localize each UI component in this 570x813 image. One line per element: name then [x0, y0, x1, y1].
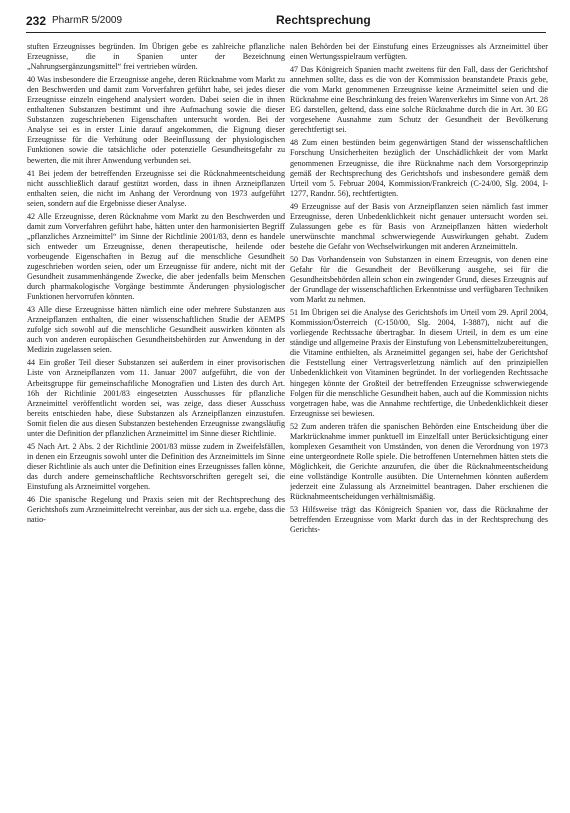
page-header	[26, 12, 546, 32]
paragraph: 50 Das Vorhandensein von Substanzen in einem Erzeugnis, von denen eine Gefahr für die Gesundheit der Bevölkerung ausgehe, sei für die Gesundheitsbehörden allein schon ein zwingender Grund, dieses Erzeugnis auf der Grundlage der wissenschaftlichen Erkenntnisse und verfügbaren Techniken vom Markt zu nehmen.	[290, 254, 548, 305]
journal-reference: PharmR 5/2009	[52, 15, 123, 26]
paragraph: nalen Behörden bei der Einstufung eines Erzeugnisses als Arzneimittel über einen Wertungsspielraum verfügten.	[290, 42, 548, 62]
right-column	[290, 42, 548, 807]
section-title: Rechtsprechung	[276, 13, 371, 27]
paragraph: 46 Die spanische Regelung und Praxis seien mit der Rechtsprechung des Gerichtshofs zum Arzneimittelrecht vereinbar, aus der sich u.a. ergebe, dass die natio-	[27, 495, 285, 525]
paragraph: 48 Zum einen bestünden beim gegenwärtigen Stand der wissenschaftlichen Forschung Unsicherheiten bezüglich der Unschädlichkeit der vom Markt genommenen Erzeugnisse, die ihre Rücknahme nach dem Vorsorgeprinzip gemäß der Rechtsprechung des Gerichtshofs und insbesondere gemäß dem Urteil vom 5. Februar 2004, Kommission/Frankreich (C-24/00, Slg. 2004, I-1277, Randnr. 56), rechtfertigten.	[290, 138, 548, 198]
paragraph: 44 Ein großer Teil dieser Substanzen sei außerdem in einer provisorischen Liste von Arzneipflanzen vom 11. Januar 2007 aufgeführt, die von der Arbeitsgruppe für gemeinschaftliche Monografien und Listen des durch Art. 16h der Richtlinie 2001/83 eingesetzten Ausschusses für pflanzliche Arzneimittel veröffentlicht worden sei, was zeige, dass dieser Ausschuss bereits entschieden habe, diese Substanzen als Arzneipflanzen einzustufen. Somit fielen die aus diesen Substanzen bestehenden Erzeugnisse zwangsläufig unter die Definition der pflanzlichen Arzneimittel im Sinne dieser Richtlinie.	[27, 358, 285, 438]
paragraph: stuften Erzeugnisses begründen. Im Übrigen gebe es zahlreiche pflanzliche Erzeugnisse, die in Spanien unter der Bezeichnung „Nahrungsergänzungsmittel“ frei vertrieben würden.	[27, 42, 285, 72]
paragraph: 41 Bei jedem der betreffenden Erzeugnisse sei die Rücknahmeentscheidung nicht ausschließlich darauf gestützt worden, dass in ihnen Arzneipflanzen enthalten seien, die nicht im Anhang der Verordnung von 1973 aufgeführt seien, sondern auf die Ergebnisse dieser Analyse.	[27, 168, 285, 208]
paragraph: 49 Erzeugnisse auf der Basis von Arzneipflanzen seien nämlich fast immer Erzeugnisse, deren Unbedenklichkeit nicht genauer untersucht worden sei. Zulassungen gebe es für Basis von Arzneipflanzen hätten wiederholt unerwünschte manchmal schwerwiegende Auswirkungen gehabt. Zudem bestehe die Gefahr von Wechselwirkungen mit anderen Arzneimitteln.	[290, 201, 548, 251]
page-number: 232	[26, 14, 47, 28]
paragraph: 52 Zum anderen träfen die spanischen Behörden eine Entscheidung über die Marktrücknahme immer punktuell im Einzelfall unter Berücksichtigung einer komplexen Gesamtheit von Umständen, von denen die Verordnung von 1973 eine untergeordnete Rolle spiele. Die betroffenen Unternehmen hätten stets die Möglichkeit, die Gerichte anzurufen, die über die Rücknahmeentscheidung eine vollständige Kontrolle ausübten. Die Unternehmen könnten außerdem jederzeit eine Zulassung als Arzneimittel beantragen. Daher erschienen die Rücknahmeentscheidungen verhältnismäßig.	[290, 421, 548, 502]
paragraph: 40 Was insbesondere die Erzeugnisse angehe, deren Rücknahme vom Markt zu den Beschwerden und damit zum Vorverfahren geführt habe, sei jedes dieser Erzeugnisse einzeln eingehend analysiert worden. Dabei seien die in ihnen enthaltenen Substanzen bestimmt und ihre Aufmachung sowie die dieser Substanzen zugeschriebenen Eigenschaften untersucht worden. Bei der Analyse sei es in erster Linie darauf angekommen, die Eignung dieser Erzeugnisse für die Verhütung oder Beeinflussung der physiologischen Funktionen sowie die tatsächliche oder potenzielle Gesundheitsgefahr zu bewerten, die mit ihrer Anwendung verbunden sei.	[27, 75, 285, 165]
paragraph: 51 Im Übrigen sei die Analyse des Gerichtshofs im Urteil vom 29. April 2004, Kommission/Österreich (C-150/00, Slg. 2004, I-3887), nicht auf die vorliegende Rechtssache übertragbar. In diesem Urteil, in dem es um eine ständige und allgemeine Praxis der Einstufung von Lebensmittelzubereitungen, die Vitamine enthielten, als Arzneimittel gegangen sei, habe der Gerichtshof die Feststellung einer Vertragsverletzung nämlich auf den prinzipiellen Unbedenklichkeit von Vitaminen begründet. In der vorliegenden Rechtssache hingegen könnte der Großteil der betreffenden Erzeugnisse schwerwiegende Folgen für die menschliche Gesundheit haben, auch auf die Kommission nichts vorgetragen habe, was die Annahme rechtfertige, die Unbedenklichkeit dieser Erzeugnisse sei bewiesen.	[290, 308, 548, 418]
paragraph: 53 Hilfsweise trägt das Königreich Spanien vor, dass die Rücknahme der betreffenden Erzeugnisse vom Markt durch das in der Rechtsprechung des Gerichts-	[290, 505, 548, 535]
paragraph: 45 Nach Art. 2 Abs. 2 der Richtlinie 2001/83 müsse zudem in Zweifelsfällen, in denen ein Erzeugnis sowohl unter die Definition des Arzneimittels im Sinne dieser Richtlinie als auch unter die Definition eines Erzeugnisses fallen könne, das durch andere gemeinschaftliche Rechtsvorschriften geregelt sei, die Einstufung als Arzneimittel vorgehen.	[27, 441, 285, 491]
paragraph: 43 Alle diese Erzeugnisse hätten nämlich eine oder mehrere Substanzen aus Arzneipflanzen enthalten, die einer wissenschaftlichen Studie der AEMPS zufolge sich sowohl auf die menschliche Gesundheit auswirken könnten als auch von anderen europäischen Gesundheitsbehörden zur Anwendung in der Medizin zugelassen seien.	[27, 305, 285, 355]
paragraph: 47 Das Königreich Spanien macht zweitens für den Fall, dass der Gerichtshof annehmen sollte, dass es die von der Kommission beanstandete Praxis gebe, die vom Markt genommenen Erzeugnisse keine Arzneimittel seien und die Rücknahme eine Beschränkung des freien Warenverkehrs im Sinne von Art. 28 EG darstellen, geltend, dass eine solche Rücknahme durch die in Art. 30 EG vorgesehene Ausnahme zum Schutz der Gesundheit der Bevölkerung gerechtfertigt sei.	[290, 65, 548, 135]
paragraph: 42 Alle Erzeugnisse, deren Rücknahme vom Markt zu den Beschwerden und damit zum Vorverfahren geführt habe, hätten unter den harmonisierten Begriff „pflanzliches Arzneimittel“ im Sinne der Richtlinie 2001/83, denn es handele sich entweder um Erzeugnisse, denen therapeutische, heilende oder vorbeugende Eigenschaften in Bezug auf die menschliche Gesundheit zugeschrieben worden seien, oder um Erzeugnisse für andere, nicht mit der Gesundheit zusammenhängende Zwecke, die aber jedenfalls beim Menschen durch pharmakologische Vorgänge bestimmte Änderungen physiologischer Funktionen hervorrufen könnten.	[27, 211, 285, 302]
header-rule	[26, 32, 546, 33]
left-column	[27, 42, 285, 807]
